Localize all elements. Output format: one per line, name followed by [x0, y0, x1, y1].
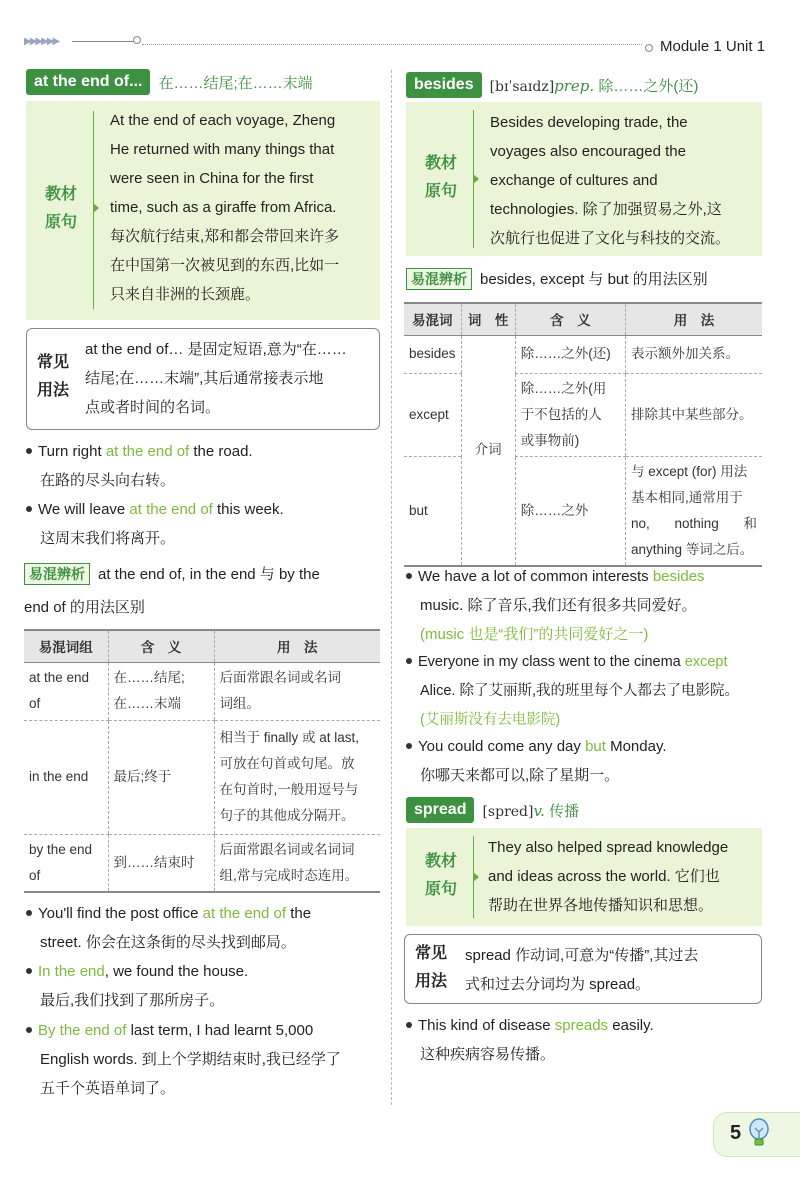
table-header: 用 法	[214, 630, 380, 662]
usage-box	[26, 328, 380, 430]
entry-meaning: 除……之外(还)	[598, 77, 699, 95]
textbook-label: 教材 原句	[424, 155, 457, 200]
table-header: 含 义	[515, 303, 625, 335]
column-divider	[391, 70, 392, 1105]
lightbulb-icon	[748, 1118, 770, 1148]
example-1: Turn right at the end of the road. 在路的尽头向右转。	[24, 437, 384, 495]
header-rule	[72, 41, 134, 42]
confuse-tag: 易混辨析	[406, 268, 472, 290]
example-besides-1: We have a lot of common interests besides music. 除了音乐,我们还有很多共同爱好。 (music 也是“我们”的共同爱好之一)	[404, 562, 764, 649]
example-spread-1: This kind of disease spreads easily. 这种疾病容易传播。	[404, 1011, 764, 1069]
compare-heading: 易混辨析 besides, except 与 but 的用法区别	[406, 263, 762, 296]
usage-label: 常见 用法	[415, 945, 448, 990]
example-4: In the end, we found the house. 最后,我们找到了那所房子。	[24, 957, 382, 1015]
textbook-sentence-box	[406, 828, 762, 926]
example-5: By the end of last term, I had learnt 5,000 English words. 到上个学期结束时,我已经学了 五千个英语单词了。	[24, 1016, 382, 1103]
table-row: at the end of 在……结尾; 在……末端 后面常跟名词或名词 词组。	[24, 662, 380, 720]
example-except-1: Everyone in my class went to the cinema except Alice. 除了艾丽斯,我的班里每个人都去了电影院。 (艾丽斯没有去电影院)	[404, 648, 784, 735]
part-of-speech: prep.	[554, 76, 595, 95]
textbook-label: 教材 原句	[44, 186, 77, 231]
pointer-icon	[93, 203, 99, 213]
confuse-tag: 易混辨析	[24, 563, 90, 585]
textbook-sentence-box	[26, 101, 380, 320]
entry-banner-spread	[406, 797, 579, 823]
usage-text: spread 作动词,可意为“传播”,其过去 式和过去分词均为 spread。	[465, 947, 699, 993]
entry-word: at the end of...	[26, 69, 150, 95]
compare-heading: 易混辨析 at the end of, in the end 与 by the end of 的用法区别	[24, 558, 382, 624]
arrow-decoration: ▶▶▶▶▶▶	[24, 36, 59, 47]
pointer-icon	[473, 174, 479, 184]
example-2: We will leave at the end of this week. 这周末我们将离开。	[24, 495, 384, 553]
usage-text: at the end of… 是固定短语,意为“在…… 结尾;在……末端”,其后通常接表示地 点或者时间的名词。	[85, 341, 347, 416]
textbook-sentence: Besides developing trade, the voyages also encouraged the exchange of cultures and technologies. 除了加强贸易之外,这 次航行也促进了文化与科技的交流。	[490, 114, 731, 247]
page-header	[0, 0, 800, 70]
table-header: 易混词	[404, 303, 461, 335]
example-but-1: You could come any day but Monday. 你哪天来都可以,除了星期一。	[404, 732, 764, 790]
entry-meaning: 传播	[549, 802, 580, 820]
entry-word: spread	[406, 797, 474, 823]
table-row: besides 介词 除……之外(还) 表示额外加关系。	[404, 335, 762, 373]
pointer-icon	[473, 872, 479, 882]
table-row: but 除……之外 与 except (for) 用法 基本相同,通常用于 no, nothing 和 anything 等词之后。	[404, 456, 762, 566]
entry-word: besides	[406, 72, 482, 98]
page-number: 5	[730, 1122, 742, 1144]
table-header: 词 性	[461, 303, 515, 335]
textbook-label: 教材 原句	[424, 853, 457, 898]
table-header: 含 义	[108, 630, 214, 662]
textbook-sentence-box	[406, 102, 762, 256]
phonetic: [bɪˈsaɪdz]	[489, 78, 555, 95]
phonetic: [spred]	[482, 803, 534, 820]
entry-banner-besides	[406, 72, 698, 98]
comparison-table-left	[24, 629, 380, 893]
part-of-speech: v.	[533, 801, 545, 820]
table-row: except 除……之外(用 于不包括的人 或事物前) 排除其中某些部分。	[404, 373, 762, 456]
header-circle-right	[645, 44, 653, 52]
table-header: 易混词组	[24, 630, 108, 662]
textbook-sentence: At the end of each voyage, Zheng He returned with many things that were seen in China for the first time, such as a giraffe from Africa. 每次航行结束,郑和都会带回来许多 在中国第一次被见到的东西,比如一 只来自非洲的长颈鹿。	[110, 112, 340, 303]
table-header: 用 法	[625, 303, 762, 335]
example-3: You'll find the post office at the end of the street. 你会在这条街的尽头找到邮局。	[24, 899, 382, 957]
module-title: Module 1 Unit 1	[660, 38, 766, 55]
header-dotted-rule	[142, 44, 642, 45]
table-row: in the end 最后;终于 相当于 finally 或 at last, 可放在句首或句尾。放 在句首时,一般用逗号与 句子的其他成分隔开。	[24, 720, 380, 834]
usage-label: 常见 用法	[37, 354, 70, 399]
entry-banner-at-the-end-of	[26, 69, 313, 95]
pos-cell: 介词	[461, 335, 515, 566]
header-circle	[133, 36, 141, 44]
entry-meaning: 在……结尾;在……末端	[158, 74, 313, 92]
textbook-sentence: They also helped spread knowledge and ideas across the world. 它们也 帮助在世界各地传播知识和思想。	[488, 839, 729, 914]
comparison-table-right	[404, 302, 762, 567]
usage-box	[404, 934, 762, 1004]
table-row: by the end of 到……结束时 后面常跟名词或名词词 组,常与完成时态连用。	[24, 834, 380, 892]
